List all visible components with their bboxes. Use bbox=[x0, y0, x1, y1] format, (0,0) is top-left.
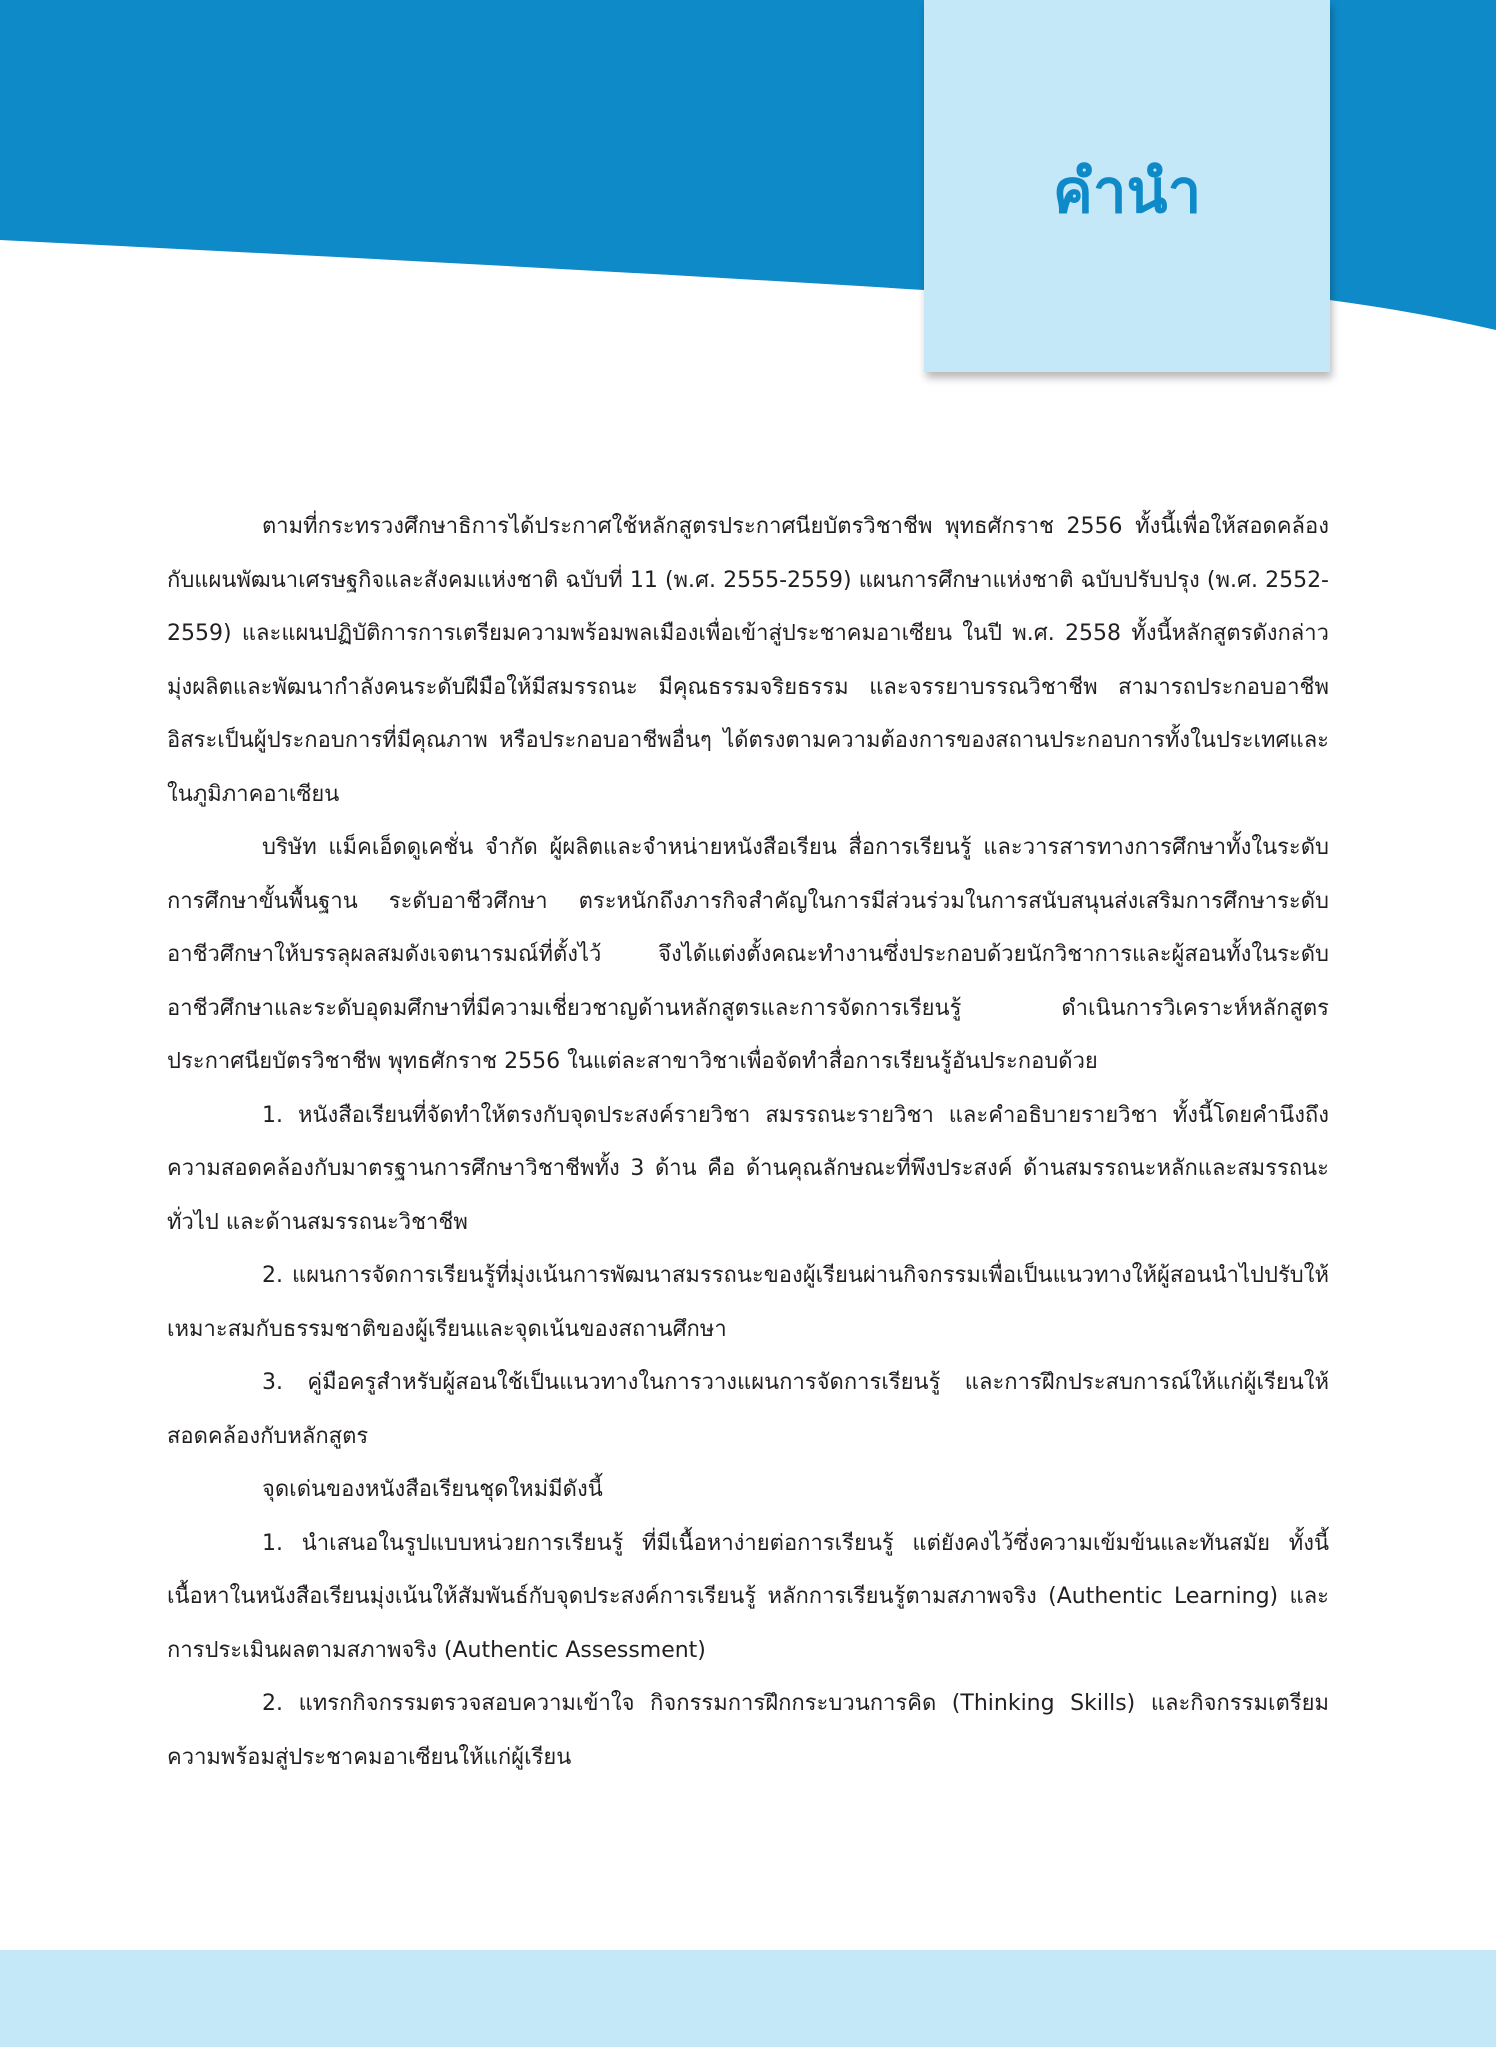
paragraph-highlight-1: 1. นำเสนอในรูปแบบหน่วยการเรียนรู้ ที่มีเนื้อหาง่ายต่อการเรียนรู้ แต่ยังคงไว้ซึ่งความเข้มข้นและทันสมัย ทั้งนี้เนื้อหาในหนังสือเรียนมุ่งเน้นให้สัมพันธ์กับจุดประสงค์การเรียนรู้ หลักการเรียนรู้ตามสภาพจริง (Authentic Learning) และการประเมินผลตามสภาพจริง (Authentic Assessment) bbox=[167, 1530, 1329, 1663]
footer-band bbox=[0, 1950, 1496, 2047]
paragraph-intro: ตามที่กระทรวงศึกษาธิการได้ประกาศใช้หลักสูตรประกาศนียบัตรวิชาชีพ พุทธศักราช 2556 ทั้งนี้เพื่อให้สอดคล้องกับแผนพัฒนาเศรษฐกิจและสังคมแห่งชาติ ฉบับที่ 11 (พ.ศ. 2555-2559) แผนการศึกษาแห่งชาติ ฉบับปรับปรุง (พ.ศ. 2552-2559) และแผนปฏิบัติการการเตรียมความพร้อมพลเมืองเพื่อเข้าสู่ประชาคมอาเซียน ในปี พ.ศ. 2558 ทั้งนี้หลักสูตรดังกล่าวมุ่งผลิตและพัฒนากำลังคนระดับฝีมือให้มีสมรรถนะ มีคุณธรรมจริยธรรม และจรรยาบรรณวิชาชีพ สามารถประกอบอาชีพอิสระเป็นผู้ประกอบการที่มีคุณภาพ หรือประกอบอาชีพอื่นๆ ได้ตรงตามความต้องการของสถานประกอบการทั้งในประเทศและในภูมิภาคอาเซียน bbox=[167, 514, 1329, 807]
body-text bbox=[167, 500, 1329, 1784]
paragraph-item-1: 1. หนังสือเรียนที่จัดทำให้ตรงกับจุดประสงค์รายวิชา สมรรถนะรายวิชา และคำอธิบายรายวิชา ทั้งนี้โดยคำนึงถึงความสอดคล้องกับมาตรฐานการศึกษาวิชาชีพทั้ง 3 ด้าน คือ ด้านคุณลักษณะที่พึงประสงค์ ด้านสมรรถนะหลักและสมรรถนะทั่วไป และด้านสมรรถนะวิชาชีพ bbox=[167, 1102, 1329, 1235]
paragraph-item-3: 3. คู่มือครูสำหรับผู้สอนใช้เป็นแนวทางในการวางแผนการจัดการเรียนรู้ และการฝึกประสบการณ์ให้แก่ผู้เรียนให้สอดคล้องกับหลักสูตร bbox=[167, 1370, 1329, 1449]
paragraph-highlights-heading: จุดเด่นของหนังสือเรียนชุดใหม่มีดังนี้ bbox=[262, 1477, 603, 1502]
title-box bbox=[924, 0, 1330, 372]
paragraph-item-2: 2. แผนการจัดการเรียนรู้ที่มุ่งเน้นการพัฒนาสมรรถนะของผู้เรียนผ่านกิจกรรมเพื่อเป็นแนวทางให้ผู้สอนนำไปปรับให้เหมาะสมกับธรรมชาติของผู้เรียนและจุดเน้นของสถานศึกษา bbox=[167, 1263, 1329, 1342]
page-title: คำนำ bbox=[1052, 156, 1202, 227]
paragraph-company: บริษัท แม็คเอ็ดดูเคชั่น จำกัด ผู้ผลิตและจำหน่ายหนังสือเรียน สื่อการเรียนรู้ และวารสารทางการศึกษาทั้งในระดับการศึกษาขั้นพื้นฐาน ระดับอาชีวศึกษา ตระหนักถึงภารกิจสำคัญในการมีส่วนร่วมในการสนับสนุนส่งเสริมการศึกษาระดับอาชีวศึกษาให้บรรลุผลสมดังเจตนารมณ์ที่ตั้งไว้ จึงได้แต่งตั้งคณะทำงานซึ่งประกอบด้วยนักวิชาการและผู้สอนทั้งในระดับอาชีวศึกษาและระดับอุดมศึกษาที่มีความเชี่ยวชาญด้านหลักสูตรและการจัดการเรียนรู้ ดำเนินการวิเคราะห์หลักสูตรประกาศนียบัตรวิชาชีพ พุทธศักราช 2556 ในแต่ละสาขาวิชาเพื่อจัดทำสื่อการเรียนรู้อันประกอบด้วย bbox=[167, 835, 1329, 1074]
paragraph-highlight-2: 2. แทรกกิจกรรมตรวจสอบความเข้าใจ กิจกรรมการฝึกกระบวนการคิด (Thinking Skills) และกิจกรรมเตรียมความพร้อมสู่ประชาคมอาเซียนให้แก่ผู้เรียน bbox=[167, 1691, 1329, 1770]
